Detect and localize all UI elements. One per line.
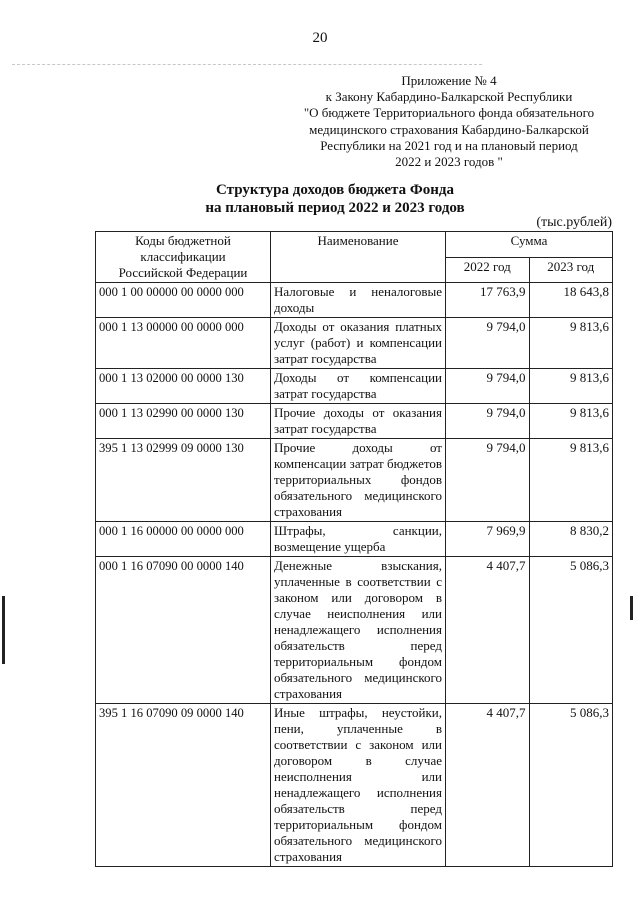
budget-code-cell: 395 1 13 02999 09 0000 130 — [96, 439, 271, 522]
scan-edge-mark-right — [630, 596, 633, 620]
header-codes-line: Коды бюджетной — [135, 233, 231, 248]
appendix-line: Республики на 2021 год и на плановый период — [320, 137, 578, 153]
appendix-line: 2022 и 2023 годов " — [395, 154, 503, 170]
appendix-block — [300, 73, 598, 170]
appendix-line: к Закону Кабардино-Балкарской Республики — [325, 89, 573, 105]
amount-2023-cell: 9 813,6 — [529, 404, 613, 439]
table-header-row — [96, 232, 613, 258]
budget-code-cell: 000 1 13 00000 00 0000 000 — [96, 318, 271, 369]
units-label: (тыс.рублей) — [536, 215, 612, 230]
table-row — [96, 318, 613, 369]
item-name-cell: Штрафы, санкции, возмещение ущерба — [271, 522, 446, 557]
amount-2022-cell: 17 763,9 — [446, 283, 530, 318]
budget-code-cell: 000 1 16 00000 00 0000 000 — [96, 522, 271, 557]
scan-artifact-line — [12, 64, 482, 67]
table-row — [96, 439, 613, 522]
title-line: на плановый период 2022 и 2023 годов — [205, 200, 465, 216]
table-row — [96, 404, 613, 439]
table-row — [96, 369, 613, 404]
amount-2023-cell: 5 086,3 — [529, 704, 613, 867]
appendix-line: медицинского страхования Кабардино-Балкарской — [309, 121, 589, 137]
item-name-cell: Иные штрафы, неустойки, пени, уплаченные в соответствии с законом или договором в случае неисполнения или ненадлежащего исполнения обязательств перед территориальным фондом обязательного медицинского страхования — [271, 704, 446, 867]
amount-2022-cell: 9 794,0 — [446, 439, 530, 522]
amount-2023-cell: 18 643,8 — [529, 283, 613, 318]
title-line: Структура доходов бюджета Фонда — [216, 182, 454, 198]
income-structure-table — [95, 231, 613, 867]
header-sum: Сумма — [446, 232, 613, 258]
item-name-cell: Доходы от оказания платных услуг (работ) и компенсации затрат государства — [271, 318, 446, 369]
appendix-line: "О бюджете Территориального фонда обязательного — [303, 105, 595, 121]
amount-2023-cell: 9 813,6 — [529, 439, 613, 522]
table-row — [96, 522, 613, 557]
header-codes-line: классификации — [140, 249, 226, 264]
scan-edge-mark-left — [2, 596, 5, 664]
item-name-cell: Денежные взыскания, уплаченные в соответствии с законом или договором в случае неисполнения или ненадлежащего исполнения обязательств перед территориальным фондом обязательного медицинского страхования — [271, 557, 446, 704]
amount-2023-cell: 9 813,6 — [529, 369, 613, 404]
amount-2022-cell: 4 407,7 — [446, 704, 530, 867]
item-name-cell: Прочие доходы от компенсации затрат бюджетов территориальных фондов обязательного медицинского страхования — [271, 439, 446, 522]
amount-2023-cell: 8 830,2 — [529, 522, 613, 557]
item-name-cell: Прочие доходы от оказания затрат государства — [271, 404, 446, 439]
budget-code-cell: 000 1 13 02000 00 0000 130 — [96, 369, 271, 404]
table-row — [96, 704, 613, 867]
document-title — [150, 181, 520, 217]
table-row — [96, 283, 613, 318]
header-name: Наименование — [271, 232, 446, 283]
appendix-line: Приложение № 4 — [401, 73, 497, 88]
budget-code-cell: 000 1 16 07090 00 0000 140 — [96, 557, 271, 704]
amount-2022-cell: 7 969,9 — [446, 522, 530, 557]
page-number: 20 — [312, 30, 328, 46]
header-year-2022: 2022 год — [446, 257, 530, 283]
amount-2022-cell: 4 407,7 — [446, 557, 530, 704]
item-name-cell: Налоговые и неналоговые доходы — [271, 283, 446, 318]
header-codes — [96, 232, 271, 283]
header-codes-line: Российской Федерации — [118, 265, 248, 280]
budget-code-cell: 395 1 16 07090 09 0000 140 — [96, 704, 271, 867]
table-body — [96, 283, 613, 867]
budget-code-cell: 000 1 00 00000 00 0000 000 — [96, 283, 271, 318]
amount-2023-cell: 5 086,3 — [529, 557, 613, 704]
budget-code-cell: 000 1 13 02990 00 0000 130 — [96, 404, 271, 439]
amount-2023-cell: 9 813,6 — [529, 318, 613, 369]
amount-2022-cell: 9 794,0 — [446, 369, 530, 404]
header-year-2023: 2023 год — [529, 257, 613, 283]
amount-2022-cell: 9 794,0 — [446, 404, 530, 439]
amount-2022-cell: 9 794,0 — [446, 318, 530, 369]
item-name-cell: Доходы от компенсации затрат государства — [271, 369, 446, 404]
table-row — [96, 557, 613, 704]
